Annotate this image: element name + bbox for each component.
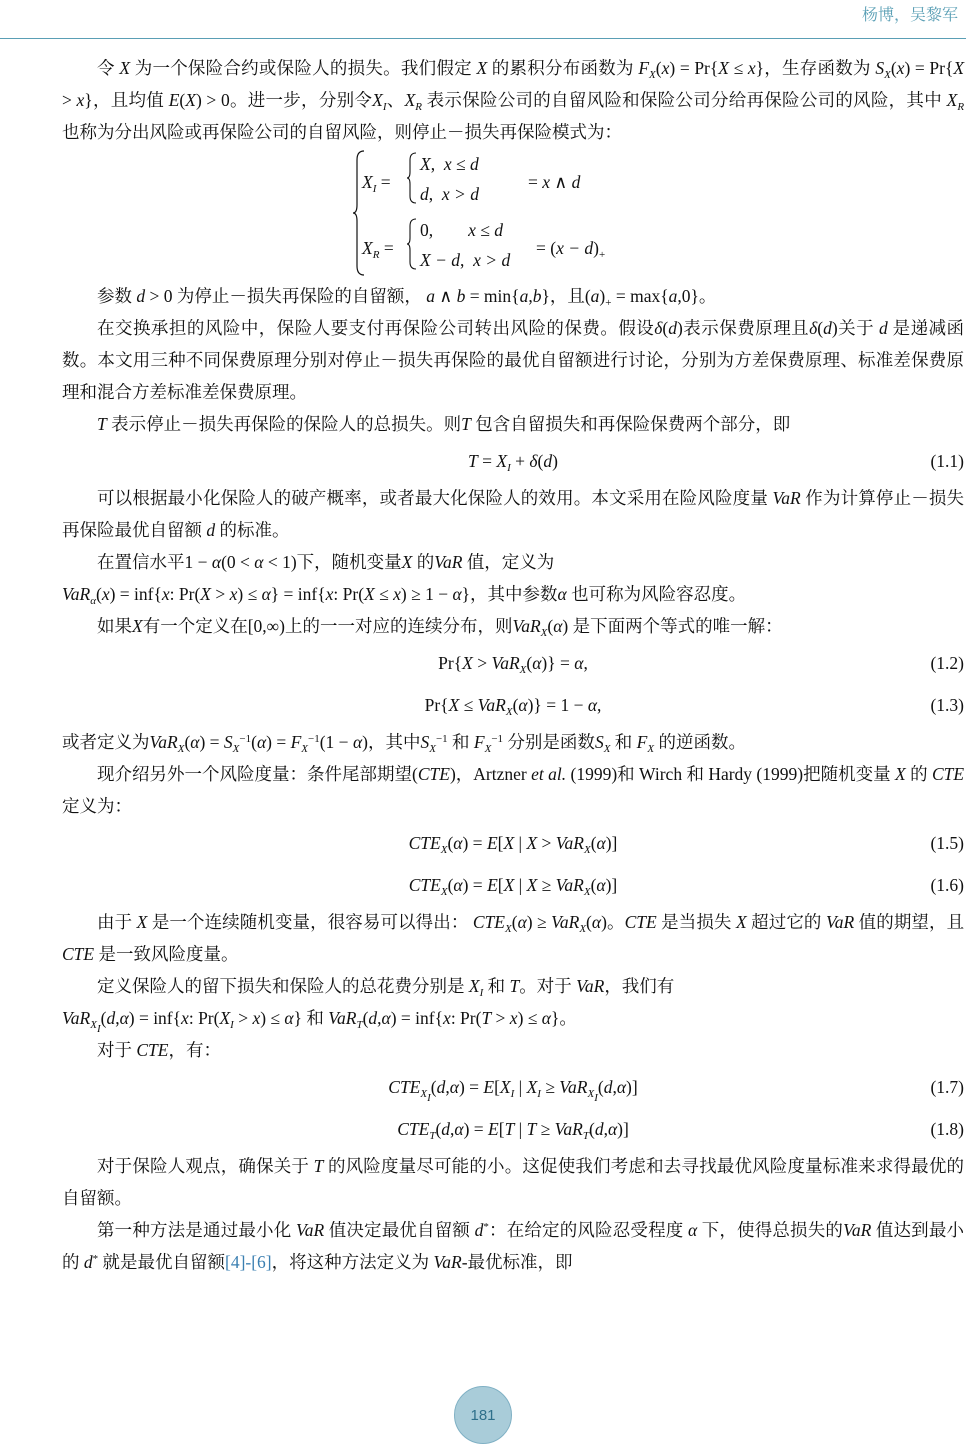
equation-1-5: $CTE_X(\alpha) = E[X$ | X > VaR$_X$(α)] (1.5) <box>62 822 964 864</box>
paragraph-insurer-view: 对于保险人观点，确保关于 T 的风险度量尽可能的小。这促使我们考虑和去寻找最优风险度量标准来求得最优的自留额。 <box>62 1156 965 1208</box>
paragraph-retained-loss: 定义保险人的留下损失和保险人的总花费分别是 $X_I$ 和 T。对于 VaR，我们有 <box>97 976 675 999</box>
equation-number-1-3: (1.3) <box>930 695 964 715</box>
paragraph-var-unique: 如果X有一个定义在[0,∞)上的一一对应的连续分布，则VaR$_X$(α) 是下面两个等式的唯一解： <box>97 616 783 639</box>
paragraph-var-criterion: 可以根据最小化保险人的破产概率，或者最大化保险人的效用。本文采用在险风险度量 VaR 作为计算停止－损失再保险最优自留额 d 的标准。 <box>62 488 965 540</box>
paragraph-inverse-functions: 或者定义为$VaR_X(\alpha) = S_X^{-1}(\alpha) = F_X^{-1}(1 - \alpha)$，其中$S_X^{-1}$ 和 $F_X^{-1}$ 分别是函数$S_X$ 和 $F_X$ 的逆函数。 <box>62 732 746 755</box>
equation-1-3: Pr{X ≤ VaR$_X$(α)} = 1 − α, (1.3) <box>62 684 964 726</box>
running-head-authors: 杨博，吴黎军 <box>861 7 958 24</box>
paper-body <box>62 52 964 1278</box>
paragraph-definitions: 令 X 为一个保险合约或保险人的损失。我们假定 X 的累积分布函数为 $F_X(x) = Pr\{X \le x\}$，生存函数为 $S_X(x) = Pr\{X > x\}$，且均值 E(X) > 0。进一步，分别令$X_I$、$X_R$ 表示保险公司的自留风险和保险公司分给再保险公司的风险，其中 $X_R$ 也称为分出风险或再保险公司的自留风险，则停止－损失再保险模式为： <box>62 58 965 142</box>
paragraph-cte-intro: 现介绍另外一个风险度量：条件尾部期望(CTE)，Artzner et al. (1999)和 Wirch 和 Hardy (1999)把随机变量 X 的 CTE 定义为： <box>62 764 965 816</box>
xr-case-1: 0, x ≤ d <box>420 220 503 240</box>
paragraph-retention: 参数 d > 0 为停止－损失再保险的自留额， a ∧ b = min{a,b}，且$(a)_+ = \max\{a,0\}$。 <box>97 286 717 309</box>
header-rule <box>0 38 966 39</box>
equation-number-1-8: (1.8) <box>930 1119 964 1139</box>
equation-1-2: Pr{X > VaR$_X$(α)} = α, (1.2) <box>62 642 964 684</box>
page-number: 181 <box>470 1406 496 1424</box>
paragraph-cte-for: 对于 CTE，有： <box>97 1040 221 1060</box>
var-definition-formula: VaR$_\alpha$(x) = inf{x: Pr(X > x) ≤ α} = inf{x: Pr(X ≤ x) ≥ 1 − α}，其中参数α 也可称为风险容忍度。 <box>62 584 747 607</box>
equation-1-8: $CTE_T(d,\alpha) = E[T$ | T ≥ VaR$_T$(d,α)] (1.8) <box>62 1108 964 1150</box>
equation-1-7: $CTE_{X_I}(d,\alpha) = E[X_I$ | $X_I \ge VaR_{X_I}(d,\alpha)$] (1.7) <box>62 1066 964 1108</box>
paragraph-premium: 在交换承担的风险中，保险人要支付再保险公司转出风险的保费。假设δ(d)表示保费原理且δ(d)关于 d 是递减函数。本文用三种不同保费原理分别对停止－损失再保险的最优自留额进行讨论，分别为方差保费原理、标准差保费原理和混合方差标准差保费原理。 <box>62 318 965 402</box>
stop-loss-model-equations <box>62 148 964 280</box>
paragraph-total-loss: T 表示停止－损失再保险的保险人的总损失。则T 包含自留损失和再保险保费两个部分，即 <box>97 414 791 434</box>
xi-case-2: d, x > d <box>420 184 479 204</box>
equation-1-6: $CTE_X(\alpha) = E[X$ | X ≥ VaR$_X$(α)] (1.6) <box>62 864 964 906</box>
equation-number-1-1: (1.1) <box>930 451 964 471</box>
page-number-badge <box>454 1386 512 1444</box>
paragraph-first-method: 第一种方法是通过最小化 VaR 值决定最优自留额 d*：在给定的风险忍受程度 α 下，使得总损失的VaR 值达到最小的 d* 就是最优自留额[4]-[6]，将这种方法定义为 VaR-最优标准，即 <box>62 1220 965 1272</box>
xr-rhs: = $(x - d)_+$ <box>536 238 606 261</box>
equation-number-1-7: (1.7) <box>930 1077 964 1097</box>
var-retained-formula: VaR$_{X_I}$(d,α) = inf{x: $Pr(X_I > x) \le \alpha$} 和 VaR$_T$(d,α) = inf{x: Pr(T > x) ≤ α}。 <box>62 1008 577 1035</box>
xr-lhs: $X_R$ = <box>362 238 394 261</box>
xi-lhs: $X_I$ = <box>362 172 391 195</box>
xr-brace <box>406 218 418 270</box>
equation-number-1-5: (1.5) <box>930 833 964 853</box>
xi-rhs: = x ∧ d <box>528 172 581 192</box>
citation-link-4-6[interactable]: [4]-[6] <box>225 1252 272 1272</box>
xi-brace <box>406 152 418 204</box>
equation-1-1: $T = X_I + \delta(d)$ (1.1) <box>62 440 964 482</box>
xr-case-2: X − d, x > d <box>420 250 511 270</box>
page-header <box>0 0 966 38</box>
paragraph-cte-property: 由于 X 是一个连续随机变量，很容易可以得出： $CTE_X(\alpha) \ge VaR_X(\alpha)$。CTE 是当损失 X 超过它的 VaR 值的期望，且 CTE 是一致风险度量。 <box>62 912 965 964</box>
xi-case-1: X, x ≤ d <box>420 154 479 174</box>
paragraph-var-definition: 在置信水平1 − α(0 < α < 1)下，随机变量X 的VaR 值，定义为 <box>97 552 555 572</box>
equation-number-1-6: (1.6) <box>930 875 964 895</box>
equation-number-1-2: (1.2) <box>930 653 964 673</box>
